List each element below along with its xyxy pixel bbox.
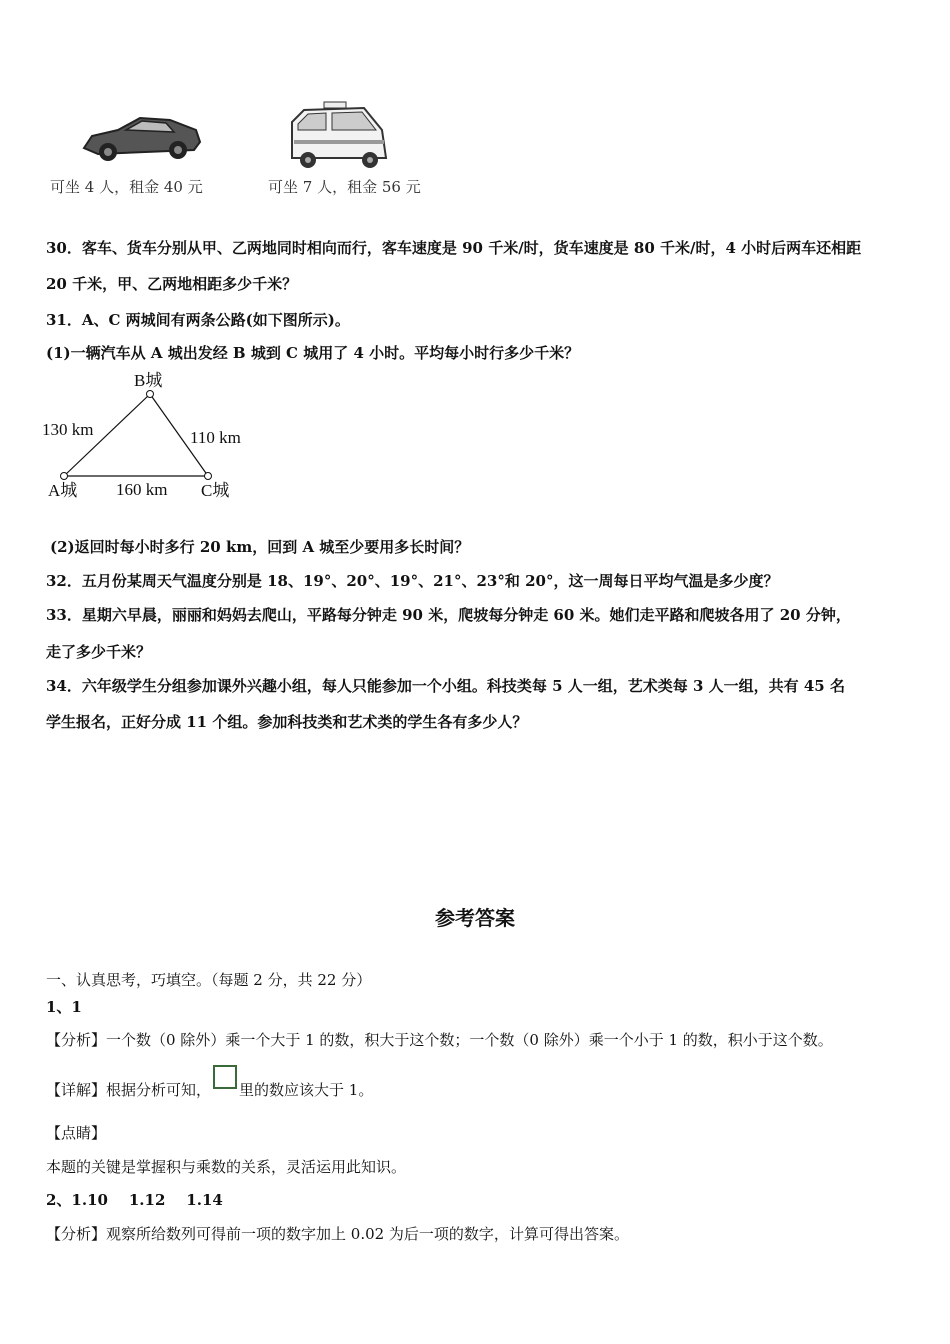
sports-car-icon: [78, 108, 208, 168]
answer-2-analysis: 【分析】观察所给数列可得前一项的数字加上 0.02 为后一项的数字，计算可得出答案。: [46, 1225, 629, 1243]
label-bc-distance: 110 km: [190, 428, 241, 447]
q34-line1: 34．六年级学生分组参加课外兴趣小组，每人只能参加一个小组。科技类每 5 人一组，艺术类每 3 人一组，共有 45 名: [46, 677, 845, 695]
answer-1-detail-pre: 【详解】根据分析可知，: [46, 1081, 212, 1099]
label-ab-distance: 130 km: [42, 420, 94, 439]
vehicle-van-caption: 可坐 7 人，租金 56 元: [268, 178, 421, 196]
q34-line2: 学生报名，正好分成 11 个组。参加科技类和艺术类的学生各有多少人？: [46, 713, 528, 731]
label-c: C城: [201, 481, 230, 500]
label-b: B城: [134, 371, 163, 390]
label-ac-distance: 160 km: [116, 480, 168, 499]
q30-line1: 30．客车、货车分别从甲、乙两地同时相向而行，客车速度是 90 千米/时，货车速度是 80 千米/时，4 小时后两车还相距: [46, 239, 862, 257]
q32: 32．五月份某周天气温度分别是 18、19°、20°、19°、21°、23°和 20°，这一周每日平均气温是多少度？: [46, 572, 779, 590]
vertex-a: [61, 473, 68, 480]
answer-1-tip-head: 【点睛】: [46, 1124, 107, 1142]
answer-1-detail-post: 里的数应该大于 1。: [239, 1081, 374, 1099]
q31-part1: (1)一辆汽车从 A 城出发经 B 城到 C 城用了 4 小时。平均每小时行多少千米？: [46, 344, 580, 362]
q31-stem: 31．A、C 两城间有两条公路(如下图所示)。: [46, 311, 350, 329]
label-a: A城: [48, 481, 78, 500]
q30-line2: 20 千米，甲、乙两地相距多少千米？: [46, 275, 298, 293]
vehicle-car-caption: 可坐 4 人，租金 40 元: [50, 178, 203, 196]
vehicle-van: [286, 100, 392, 170]
vehicle-car: [78, 108, 208, 168]
answer-2-num: 2、1.10 1.12 1.14: [46, 1191, 223, 1209]
q33-line1: 33．星期六早晨，丽丽和妈妈去爬山，平路每分钟走 90 米，爬坡每分钟走 60 米。她们走平路和爬坡各用了 20 分钟，: [46, 606, 851, 624]
q31-part2: (2)返回时每小时多行 20 km，回到 A 城至少要用多长时间？: [50, 538, 470, 556]
vertex-b: [147, 391, 154, 398]
triangle-diagram: [38, 368, 248, 503]
answers-section: 一、认真思考，巧填空。（每题 2 分，共 22 分）: [46, 971, 372, 989]
answer-1-num: 1、1: [46, 998, 82, 1016]
minivan-icon: [286, 100, 392, 170]
answers-title: 参考答案: [435, 906, 515, 930]
answer-1-analysis: 【分析】一个数（0 除外）乘一个大于 1 的数，积大于这个数；一个数（0 除外）乘一个小于 1 的数，积小于这个数。: [46, 1031, 833, 1049]
q33-line2: 走了多少千米？: [46, 643, 152, 661]
answer-1-tip: 本题的关键是掌握积与乘数的关系，灵活运用此知识。: [46, 1158, 407, 1176]
blank-square-icon: [213, 1065, 237, 1089]
vertex-c: [205, 473, 212, 480]
answer-1-detail: [46, 1075, 373, 1100]
